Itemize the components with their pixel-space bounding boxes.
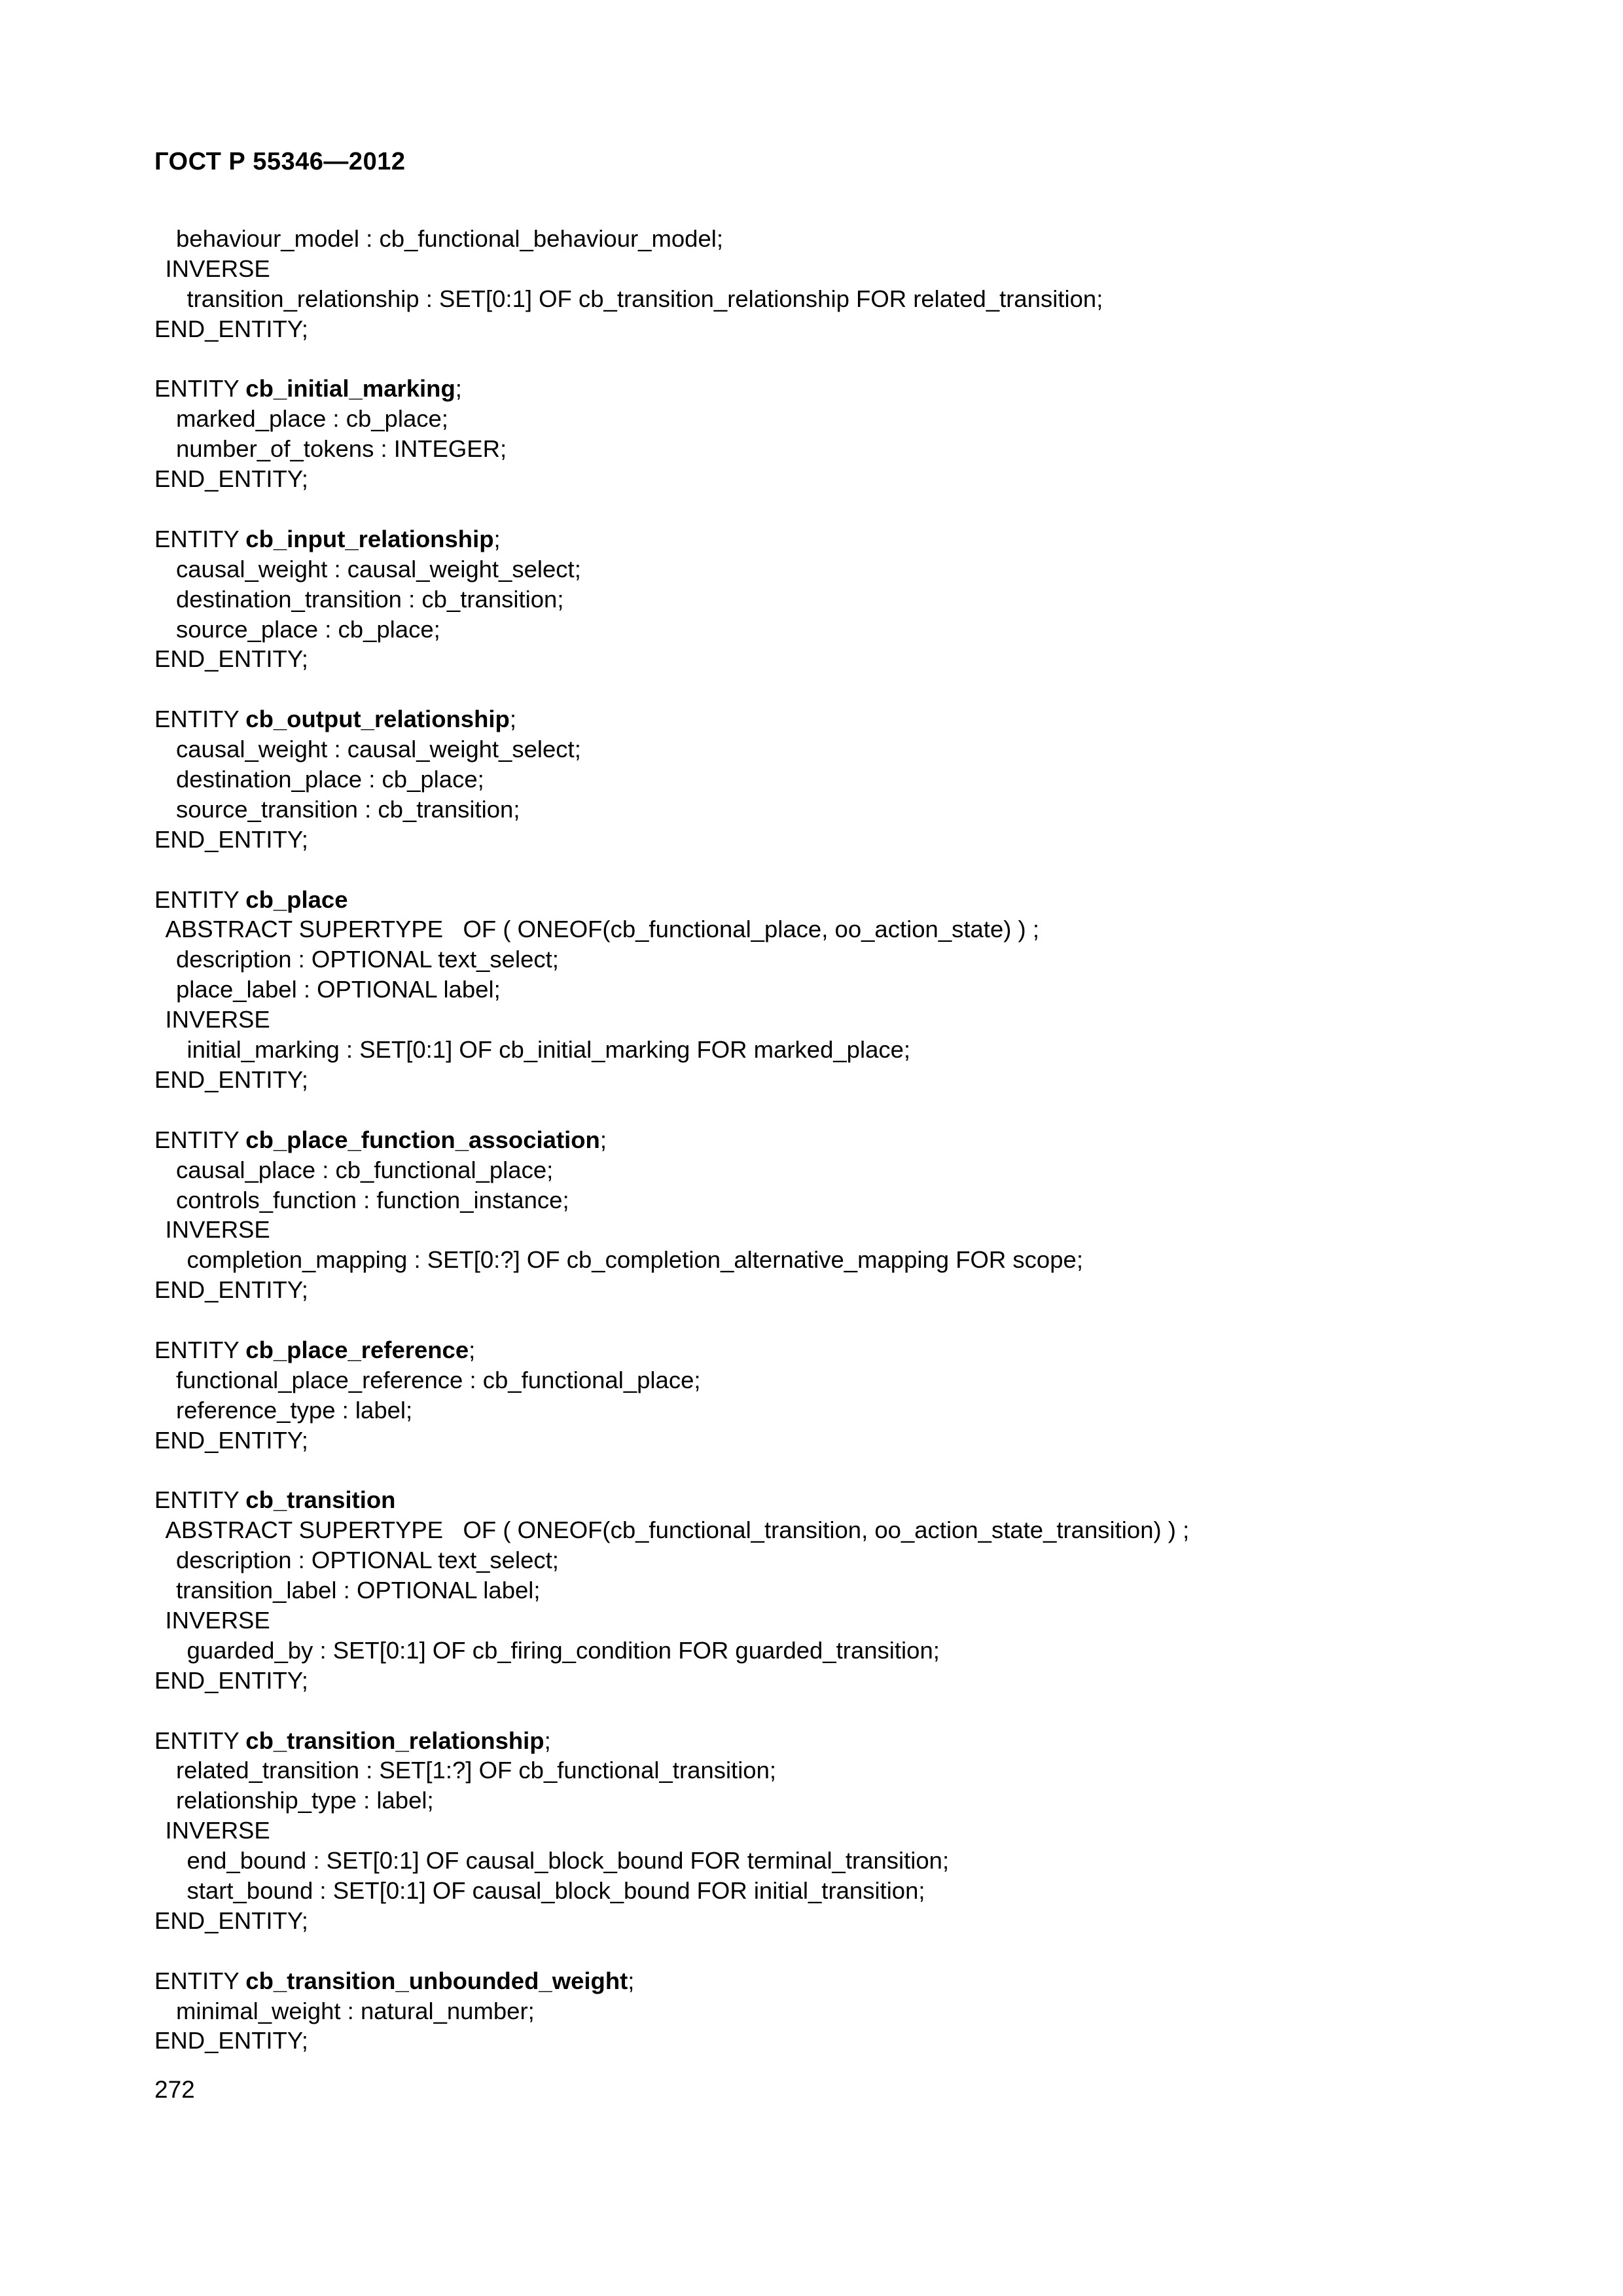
- code-line: source_transition : cb_transition;: [176, 795, 520, 823]
- entity-terminator: ;: [544, 1727, 551, 1754]
- entity-name: cb_output_relationship: [245, 706, 510, 733]
- entity-terminator: ;: [455, 375, 462, 403]
- code-line: END_ENTITY;: [154, 1907, 308, 1934]
- entity-terminator: ;: [599, 1126, 607, 1153]
- entity-name: cb_place_function_association: [245, 1126, 600, 1153]
- code-line: causal_weight : causal_weight_select;: [176, 736, 581, 763]
- entity-keyword: ENTITY: [154, 1126, 246, 1153]
- code-line: INVERSE: [165, 1606, 270, 1634]
- code-line: start_bound : SET[0:1] OF causal_block_bound FOR initial_transition;: [187, 1876, 925, 1904]
- entity-keyword: ENTITY: [154, 886, 246, 913]
- blank-line: [154, 1305, 1529, 1335]
- entity-declaration-line: [154, 1335, 1529, 1365]
- code-line: END_ENTITY;: [154, 1276, 308, 1304]
- code-line: END_ENTITY;: [154, 2027, 308, 2054]
- page-number: 272: [154, 2076, 195, 2103]
- code-line: END_ENTITY;: [154, 315, 308, 342]
- entity-name: cb_transition: [245, 1486, 396, 1514]
- blank-line: [154, 1095, 1529, 1125]
- code-line: INVERSE: [165, 1216, 270, 1244]
- express-code-listing: [154, 224, 1529, 2056]
- entity-terminator: ;: [509, 706, 516, 733]
- code-line: minimal_weight : natural_number;: [176, 1997, 535, 2024]
- entity-name: cb_transition_relationship: [245, 1727, 544, 1754]
- code-line: place_label : OPTIONAL label;: [176, 976, 501, 1003]
- entity-declaration-line: [154, 1726, 1529, 1756]
- code-line: reference_type : label;: [176, 1396, 413, 1424]
- code-line: transition_relationship : SET[0:1] OF cb_transition_relationship FOR related_transition;: [187, 285, 1103, 312]
- code-line: description : OPTIONAL text_select;: [176, 1547, 559, 1574]
- code-line: relationship_type : label;: [176, 1787, 434, 1814]
- entity-keyword: ENTITY: [154, 525, 246, 552]
- entity-keyword: ENTITY: [154, 1967, 246, 1994]
- blank-line: [154, 1696, 1529, 1726]
- code-line: guarded_by : SET[0:1] OF cb_firing_condition FOR guarded_transition;: [187, 1636, 940, 1664]
- code-line: causal_place : cb_functional_place;: [176, 1156, 554, 1183]
- code-line: initial_marking : SET[0:1] OF cb_initial_marking FOR marked_place;: [187, 1036, 911, 1064]
- code-line: ABSTRACT SUPERTYPE OF ( ONEOF(cb_functional_transition, oo_action_state_transition) ) ;: [165, 1516, 1190, 1544]
- blank-line: [154, 674, 1529, 704]
- entity-declaration-line: [154, 704, 1529, 734]
- code-line: marked_place : cb_place;: [176, 405, 448, 433]
- code-line: destination_transition : cb_transition;: [176, 585, 564, 613]
- entity-name: cb_place_reference: [245, 1336, 469, 1363]
- entity-declaration-line: [154, 1125, 1529, 1155]
- code-line: functional_place_reference : cb_functional_place;: [176, 1366, 701, 1393]
- code-line: related_transition : SET[1:?] OF cb_functional_transition;: [176, 1757, 777, 1784]
- code-line: causal_weight : causal_weight_select;: [176, 555, 581, 583]
- code-line: controls_function : function_instance;: [176, 1186, 569, 1213]
- code-line: END_ENTITY;: [154, 1426, 308, 1454]
- code-line: end_bound : SET[0:1] OF causal_block_bound FOR terminal_transition;: [187, 1847, 950, 1874]
- code-line: END_ENTITY;: [154, 1666, 308, 1694]
- entity-declaration-line: [154, 524, 1529, 554]
- entity-terminator: ;: [469, 1336, 476, 1363]
- blank-line: [154, 344, 1529, 374]
- entity-name: cb_initial_marking: [245, 375, 455, 403]
- code-line: completion_mapping : SET[0:?] OF cb_completion_alternative_mapping FOR scope;: [187, 1246, 1083, 1274]
- code-line: destination_place : cb_place;: [176, 766, 484, 793]
- entity-declaration-line: [154, 1485, 1529, 1515]
- code-line: description : OPTIONAL text_select;: [176, 946, 559, 973]
- code-line: INVERSE: [165, 1006, 270, 1033]
- code-line: ABSTRACT SUPERTYPE OF ( ONEOF(cb_functional_place, oo_action_state) ) ;: [165, 916, 1039, 943]
- entity-declaration-line: [154, 374, 1529, 404]
- code-line: transition_label : OPTIONAL label;: [176, 1577, 541, 1604]
- entity-declaration-line: [154, 1966, 1529, 1996]
- entity-name: cb_input_relationship: [245, 525, 494, 552]
- entity-keyword: ENTITY: [154, 1727, 246, 1754]
- entity-keyword: ENTITY: [154, 1486, 246, 1514]
- entity-name: cb_transition_unbounded_weight: [245, 1967, 628, 1994]
- entity-keyword: ENTITY: [154, 375, 246, 403]
- code-line: END_ENTITY;: [154, 1066, 308, 1093]
- code-line: source_place : cb_place;: [176, 615, 440, 643]
- blank-line: [154, 494, 1529, 524]
- document-header: ГОСТ Р 55346—2012: [154, 148, 406, 175]
- blank-line: [154, 1456, 1529, 1486]
- entity-name: cb_place: [245, 886, 348, 913]
- entity-declaration-line: [154, 885, 1529, 915]
- code-line: INVERSE: [165, 1817, 270, 1844]
- entity-keyword: ENTITY: [154, 706, 246, 733]
- entity-terminator: ;: [628, 1967, 635, 1994]
- blank-line: [154, 1936, 1529, 1966]
- code-line: END_ENTITY;: [154, 645, 308, 673]
- code-line: number_of_tokens : INTEGER;: [176, 435, 507, 463]
- blank-line: [154, 855, 1529, 885]
- code-line: INVERSE: [165, 255, 270, 282]
- code-line: END_ENTITY;: [154, 465, 308, 493]
- code-line: END_ENTITY;: [154, 825, 308, 853]
- entity-terminator: ;: [493, 525, 501, 552]
- entity-keyword: ENTITY: [154, 1336, 246, 1363]
- code-line: behaviour_model : cb_functional_behaviour_model;: [176, 225, 724, 252]
